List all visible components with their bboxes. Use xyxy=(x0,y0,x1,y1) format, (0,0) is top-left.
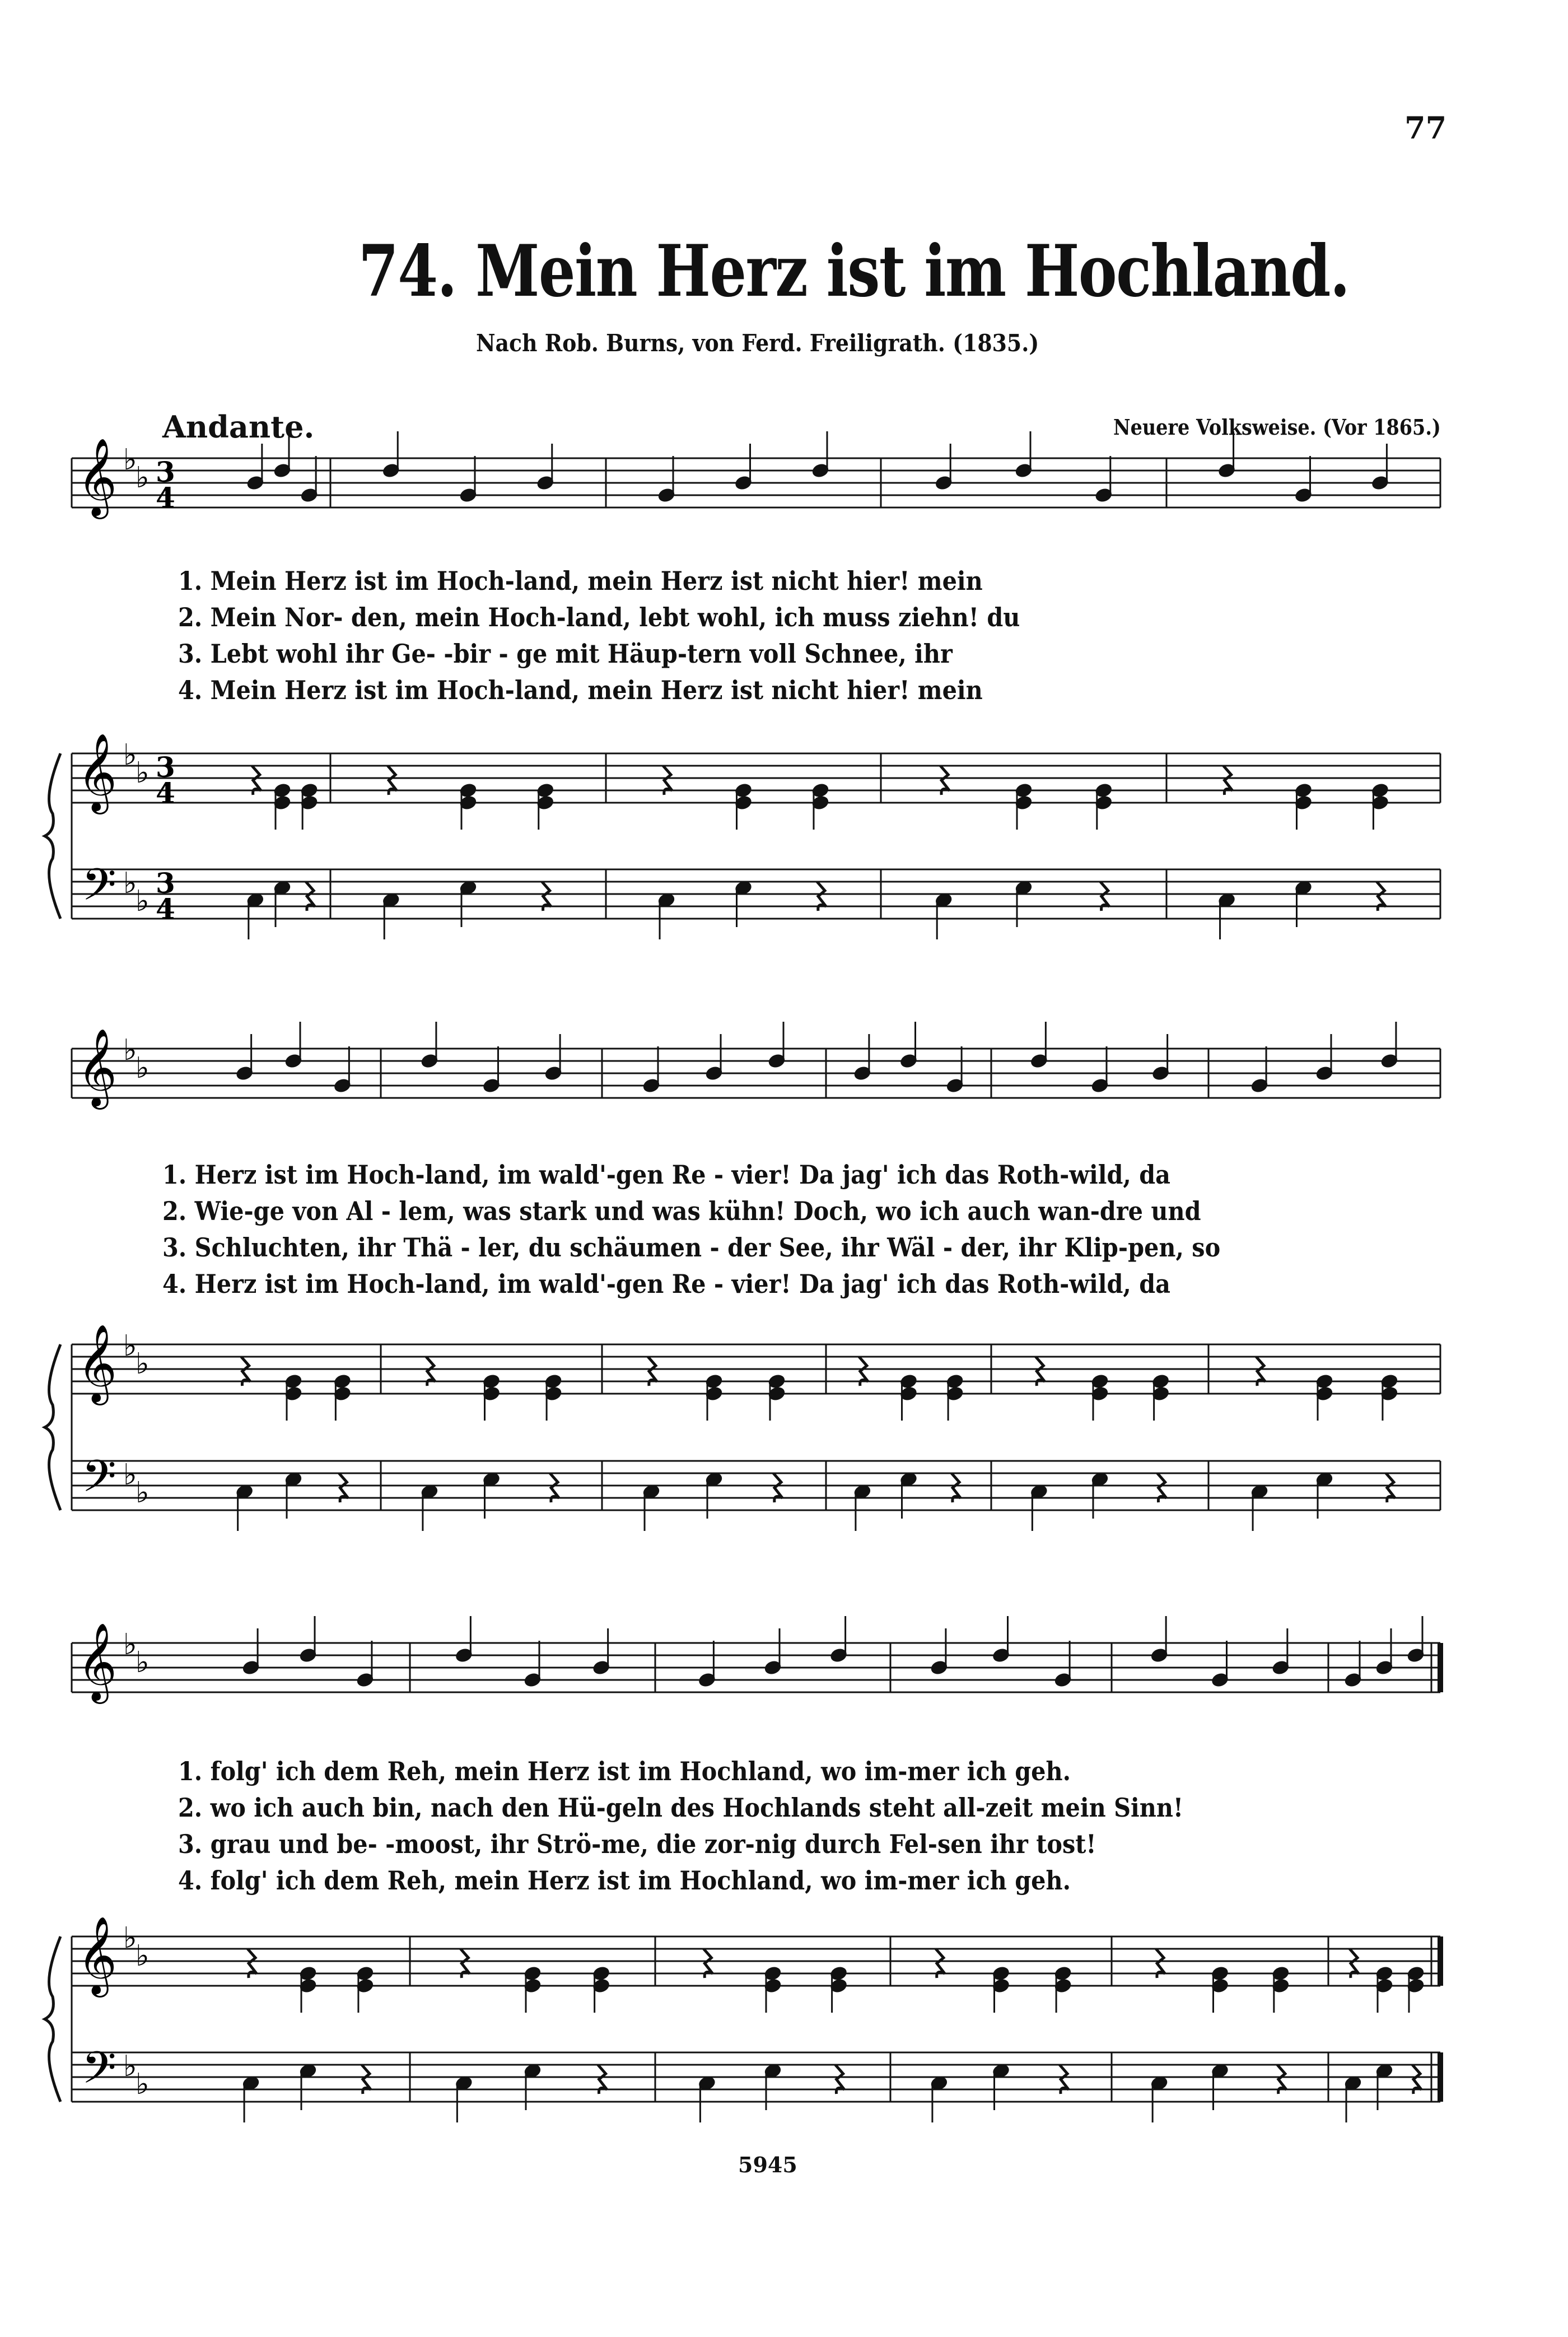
treble-clef: 𝄞 xyxy=(77,1916,117,1994)
flat-sign: ♭ xyxy=(136,1939,150,1973)
lyric-line: 1. folg' ich dem Reh, mein Herz ist im Hochland, wo im-mer ich geh. xyxy=(178,1756,1071,1786)
flat-sign: ♭ xyxy=(123,1034,137,1067)
plate-number: 5945 xyxy=(738,2152,797,2177)
lyric-line: 1. Herz ist im Hoch-land, im wald'-gen Re - vier! Da jag' ich das Roth-wild, da xyxy=(162,1160,1170,1190)
flat-sign: ♭ xyxy=(136,461,150,495)
treble-clef: 𝄞 xyxy=(77,1623,117,1701)
melody-source: Neuere Volksweise. (Vor 1865.) xyxy=(1113,415,1441,440)
flat-sign: ♭ xyxy=(136,1051,150,1085)
lyric-line: 4. Mein Herz ist im Hoch-land, mein Herz ist nicht hier! mein xyxy=(178,675,983,705)
flat-sign: ♭ xyxy=(136,756,150,790)
bass-clef: 𝄢 xyxy=(82,2042,116,2105)
flat-sign: ♭ xyxy=(123,2050,137,2083)
bass-clef: 𝄢 xyxy=(82,859,116,921)
flat-sign: ♭ xyxy=(136,1347,150,1381)
flat-sign: ♭ xyxy=(123,443,137,477)
lyric-line: 2. Mein Nor- den, mein Hoch-land, lebt wohl, ich muss ziehn! du xyxy=(178,602,1020,632)
treble-clef: 𝄞 xyxy=(77,1028,117,1106)
flat-sign: ♭ xyxy=(123,1458,137,1492)
lyric-line: 3. grau und be- -moost, ihr Strö-me, die zor-nig durch Fel-sen ihr tost! xyxy=(178,1829,1096,1859)
time-signature-upper: 3 xyxy=(156,867,175,900)
treble-clef: 𝄞 xyxy=(77,733,117,811)
page-number: 77 xyxy=(1404,110,1447,146)
flat-sign: ♭ xyxy=(123,1628,137,1661)
time-signature-upper: 3 xyxy=(156,751,175,784)
time-signature-lower: 4 xyxy=(156,776,175,809)
time-signature-upper: 3 xyxy=(156,455,175,488)
lyric-line: 2. Wie-ge von Al - lem, was stark und was kühn! Doch, wo ich auch wan-dre und xyxy=(162,1196,1201,1226)
flat-sign: ♭ xyxy=(123,738,137,772)
flat-sign: ♭ xyxy=(136,1476,150,1510)
piano-brace xyxy=(45,1344,60,1510)
time-signature-lower: 4 xyxy=(156,481,175,514)
flat-sign: ♭ xyxy=(123,1921,137,1955)
flat-sign: ♭ xyxy=(136,1646,150,1679)
song-title-text: Mein Herz ist im Hochland. xyxy=(475,230,1350,313)
flat-sign: ♭ xyxy=(136,884,150,918)
tempo-marking: Andante. xyxy=(162,409,315,445)
lyric-line: 1. Mein Herz ist im Hoch-land, mein Herz ist nicht hier! mein xyxy=(178,566,983,596)
piano-brace xyxy=(45,753,60,919)
lyric-line: 3. Lebt wohl ihr Ge- -bir - ge mit Häup-tern voll Schnee, ihr xyxy=(178,639,953,669)
flat-sign: ♭ xyxy=(123,867,137,900)
flat-sign: ♭ xyxy=(136,2068,150,2101)
treble-clef: 𝄞 xyxy=(77,438,117,516)
piano-brace xyxy=(45,1936,60,2102)
song-subtitle: Nach Rob. Burns, von Ferd. Freiligrath. (1835.) xyxy=(476,329,1039,357)
lyric-line: 4. folg' ich dem Reh, mein Herz ist im Hochland, wo im-mer ich geh. xyxy=(178,1865,1071,1896)
treble-clef: 𝄞 xyxy=(77,1324,117,1402)
time-signature-lower: 4 xyxy=(156,892,175,925)
lyric-line: 2. wo ich auch bin, nach den Hü-geln des Hochlands steht all-zeit mein Sinn! xyxy=(178,1793,1184,1823)
flat-sign: ♭ xyxy=(123,1329,137,1363)
lyric-line: 4. Herz ist im Hoch-land, im wald'-gen Re - vier! Da jag' ich das Roth-wild, da xyxy=(162,1269,1170,1299)
bass-clef: 𝄢 xyxy=(82,1450,116,1513)
song-number: 74. xyxy=(358,230,456,313)
lyric-line: 3. Schluchten, ihr Thä - ler, du schäumen - der See, ihr Wäl - der, ihr Klip-pen, so xyxy=(162,1232,1221,1263)
